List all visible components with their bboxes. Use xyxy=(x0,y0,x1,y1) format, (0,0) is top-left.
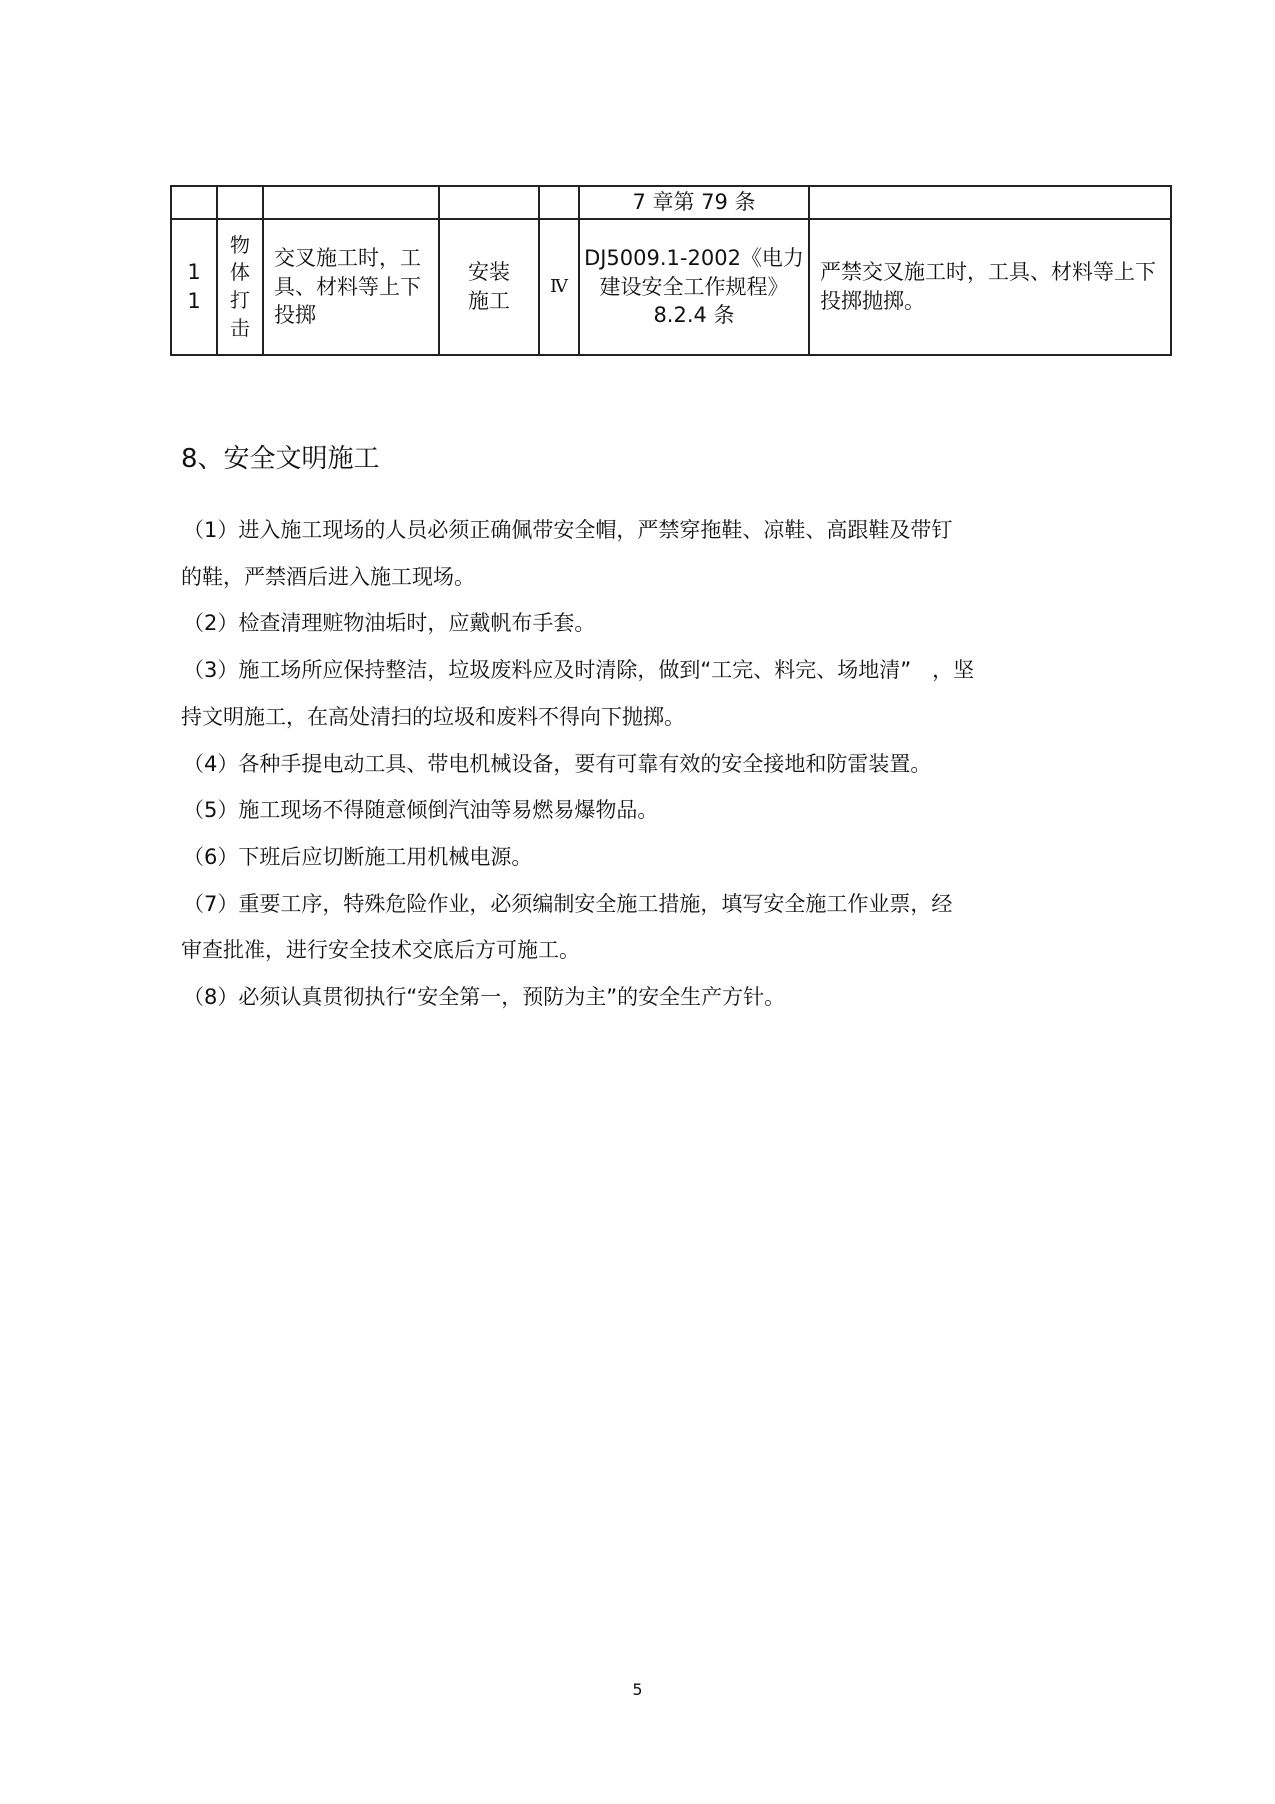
paragraph-line: （5）施工现场不得随意倾倒汽油等易燃易爆物品。 xyxy=(183,798,659,822)
cell-measure xyxy=(809,186,1171,219)
cell-measure: 严禁交叉施工时，工具、材料等上下投掷抛掷。 xyxy=(809,219,1171,355)
cell-level: Ⅳ xyxy=(539,219,579,355)
table-row xyxy=(171,186,1171,219)
table-row xyxy=(171,219,1171,355)
paragraph-line: （2）检查清理赃物油垢时，应戴帆布手套。 xyxy=(183,611,596,635)
cell-category xyxy=(217,219,263,355)
cell-no xyxy=(171,186,217,219)
risk-table xyxy=(170,185,1172,356)
hazard-category: 物体打击 xyxy=(230,232,250,340)
row-number: 1 1 xyxy=(187,260,201,313)
paragraph-line: （8）必须认真贯彻执行“安全第一，预防为主”的安全生产方针。 xyxy=(183,985,786,1009)
cell-level xyxy=(539,186,579,219)
section-title: 8、安全文明施工 xyxy=(181,444,380,474)
paragraph-line: （6）下班后应切断施工用机械电源。 xyxy=(183,845,533,869)
paragraph-line: 持文明施工，在高处清扫的垃圾和废料不得向下抛掷。 xyxy=(181,705,685,729)
paragraph-line: 审查批准，进行安全技术交底后方可施工。 xyxy=(181,938,580,962)
cell-stage xyxy=(439,219,539,355)
paragraph-line: 的鞋，严禁酒后进入施工现场。 xyxy=(181,565,475,589)
paragraph-line: （1）进入施工现场的人员必须正确佩带安全帽，严禁穿拖鞋、凉鞋、高跟鞋及带钉 xyxy=(183,518,953,542)
cell-category xyxy=(217,186,263,219)
paragraph-line: （4）各种手提电动工具、带电机械设备，要有可靠有效的安全接地和防雷装置。 xyxy=(183,752,932,776)
paragraph-line: （3）施工场所应保持整洁，垃圾废料应及时清除，做到“工完、料完、场地清” ，坚 xyxy=(183,658,975,682)
cell-stage xyxy=(439,186,539,219)
stage-text: 安装施工 xyxy=(468,260,510,313)
cell-ref: 7 章第 79 条 xyxy=(579,186,809,219)
cell-activity: 交叉施工时，工具、材料等上下投掷 xyxy=(263,219,439,355)
paragraph-line: （7）重要工序，特殊危险作业，必须编制安全施工措施，填写安全施工作业票，经 xyxy=(183,892,953,916)
cell-activity xyxy=(263,186,439,219)
cell-ref: DJ5009.1-2002《电力建设安全工作规程》8.2.4 条 xyxy=(579,219,809,355)
cell-no xyxy=(171,219,217,355)
page-number: 5 xyxy=(632,1680,643,1699)
